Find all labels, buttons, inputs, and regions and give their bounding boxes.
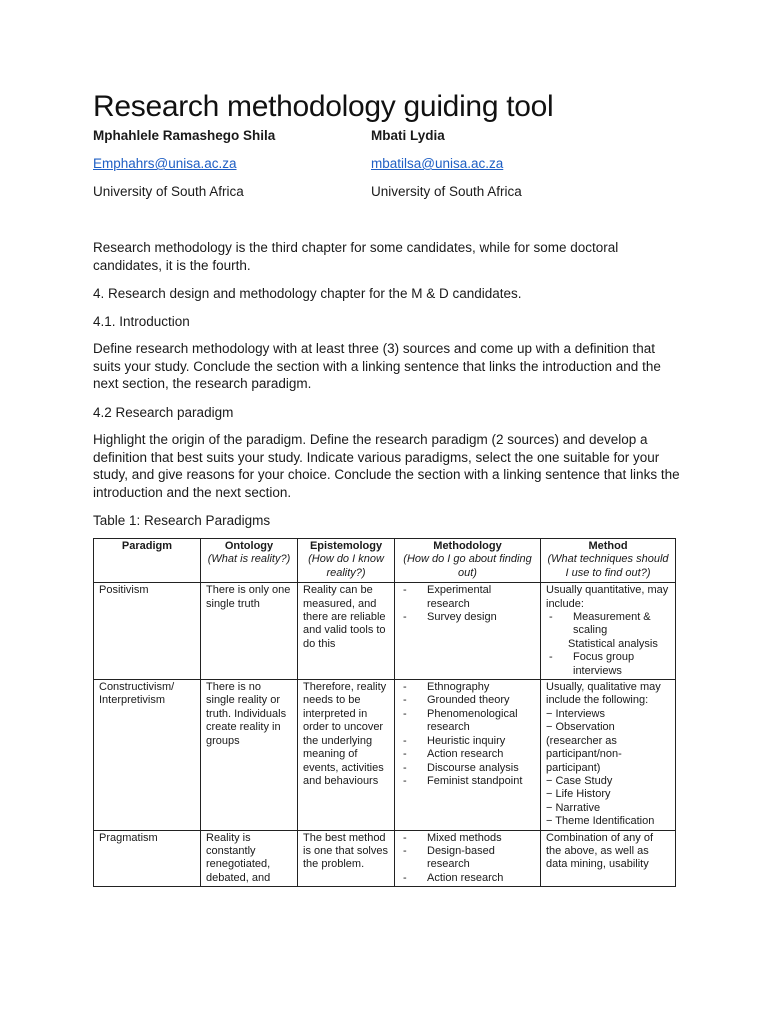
cell-paradigm: Positivism	[94, 583, 201, 680]
cell-method: Combination of any of the above, as well as data mining, usability	[541, 830, 676, 887]
list-item: - Grounded theory	[400, 694, 535, 707]
author-email-link[interactable]: Emphahrs@unisa.ac.za	[93, 156, 237, 171]
header-paradigm: Paradigm	[94, 539, 201, 583]
cell-method	[541, 680, 676, 830]
method-intro: Usually quantitative, may include:	[546, 584, 669, 610]
list-item: − Interviews	[546, 707, 605, 720]
header-ontology: Ontology (What is reality?)	[201, 539, 298, 583]
list-item: - Action research	[400, 872, 535, 885]
chapter-heading: 4. Research design and methodology chapter for the M & D candidates.	[93, 286, 522, 301]
list-item: - Feminist standpoint	[400, 775, 535, 788]
list-item: - Discourse analysis	[400, 762, 535, 775]
cell-paradigm: Pragmatism	[94, 830, 201, 887]
author-email-link[interactable]: mbatilsa@unisa.ac.za	[371, 156, 504, 171]
list-item: - Action research	[400, 748, 535, 761]
list-item: Statistical analysis	[568, 637, 658, 650]
cell-epistemology: The best method is one that solves the problem.	[298, 830, 395, 887]
list-item: − Narrative	[546, 801, 601, 814]
method-intro: Usually, qualitative may include the following:	[546, 681, 661, 707]
list-item: - Heuristic inquiry	[400, 735, 535, 748]
header-methodology: Methodology (How do I go about finding out)	[395, 539, 541, 583]
list-item: - Focus group interviews	[546, 651, 670, 678]
cell-ontology: Reality is constantly renegotiated, debated, and	[201, 830, 298, 887]
list-item: - Design-based research	[400, 845, 535, 872]
table-header-row	[94, 539, 676, 583]
list-item: - Ethnography	[400, 681, 535, 694]
header-method: Method (What techniques should I use to find out?)	[541, 539, 676, 583]
cell-methodology	[395, 583, 541, 680]
cell-methodology	[395, 830, 541, 887]
table-row	[94, 680, 676, 830]
list-item: − Observation (researcher as participant/non-participant)	[546, 721, 622, 774]
cell-ontology: There is only one single truth	[201, 583, 298, 680]
list-item: - Phenomenological research	[400, 708, 535, 735]
author-name: Mphahlele Ramashego Shila	[93, 128, 276, 143]
document-body	[93, 239, 683, 540]
author-1	[93, 128, 373, 202]
cell-method	[541, 583, 676, 680]
list-item: - Survey design	[400, 611, 535, 624]
author-affiliation: University of South Africa	[93, 184, 244, 199]
research-paradigms-table	[93, 538, 676, 887]
section-heading-introduction: 4.1. Introduction	[93, 313, 190, 329]
table-row	[94, 830, 676, 887]
header-epistemology: Epistemology (How do I know reality?)	[298, 539, 395, 583]
cell-epistemology: Therefore, reality needs to be interpreted in order to uncover the underlying meaning of events, activities and behaviours	[298, 680, 395, 830]
list-item: − Life History	[546, 788, 611, 801]
list-item: - Mixed methods	[400, 832, 535, 845]
author-2	[371, 128, 651, 202]
introduction-paragraph: Define research methodology with at least three (3) sources and come up with a definition that suits your study. Conclude the section with a linking sentence that links the introduction and the next section, the research paradigm.	[93, 341, 661, 391]
document-title: Research methodology guiding tool	[93, 90, 554, 123]
author-name: Mbati Lydia	[371, 128, 445, 143]
list-item: - Measurement & scaling	[546, 611, 670, 638]
cell-epistemology: Reality can be measured, and there are reliable and valid tools to do this	[298, 583, 395, 680]
cell-paradigm: Constructivism/ Interpretivism	[94, 680, 201, 830]
cell-ontology: There is no single reality or truth. Individuals create reality in groups	[201, 680, 298, 830]
list-item: − Theme Identification	[546, 815, 655, 828]
table-caption: Table 1: Research Paradigms	[93, 513, 271, 528]
list-item: - Experimental research	[400, 584, 535, 611]
list-item: − Case Study	[546, 774, 613, 787]
table-row	[94, 583, 676, 680]
author-affiliation: University of South Africa	[371, 184, 522, 199]
paradigm-paragraph: Highlight the origin of the paradigm. Define the research paradigm (2 sources) and develop a definition that best suits your study. Indicate various paradigms, select the one suitable for your study, and give reasons for your choice. Conclude the section with a linking sentence that links the introduction and the next section.	[93, 432, 680, 500]
intro-paragraph: Research methodology is the third chapter for some candidates, while for some doctoral candidates, it is the fourth.	[93, 240, 619, 273]
section-heading-paradigm: 4.2 Research paradigm	[93, 404, 234, 420]
cell-methodology	[395, 680, 541, 830]
